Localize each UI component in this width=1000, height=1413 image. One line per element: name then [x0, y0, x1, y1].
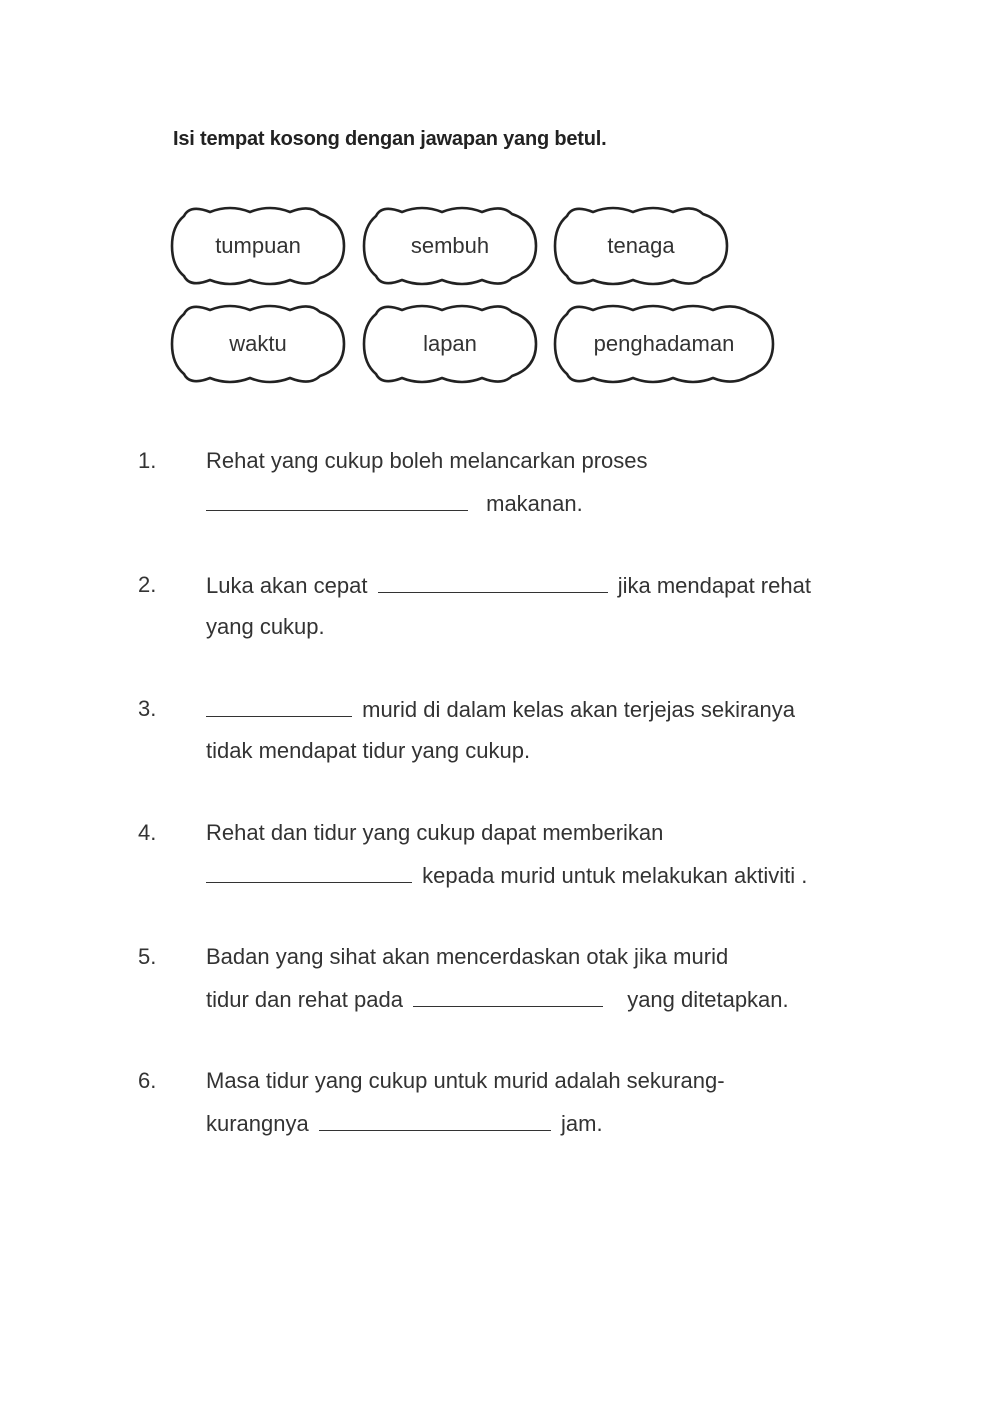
- word-cloud: [362, 302, 538, 386]
- question-text: jika mendapat rehat: [617, 573, 811, 598]
- question-text: makanan.: [486, 491, 583, 516]
- word-bank-item-waktu: waktu: [229, 331, 287, 356]
- word-bank-item-lapan: lapan: [423, 331, 477, 356]
- question-number: 1.: [138, 448, 157, 473]
- question-number: 2.: [138, 572, 157, 597]
- question-number: 5.: [138, 944, 157, 969]
- question-number: 3.: [138, 696, 157, 721]
- word-cloud: [553, 204, 729, 288]
- question-text: yang ditetapkan.: [627, 987, 789, 1012]
- question-text: jam.: [561, 1111, 603, 1136]
- answer-blank[interactable]: [206, 696, 352, 717]
- question-number: 6.: [138, 1068, 157, 1093]
- word-bank-item-sembuh: sembuh: [410, 233, 490, 258]
- answer-blank[interactable]: [413, 986, 603, 1007]
- word-bank-item-tenaga: tenaga: [607, 233, 675, 258]
- word-cloud: [170, 302, 346, 386]
- answer-blank[interactable]: [206, 490, 468, 511]
- answer-blank[interactable]: [319, 1110, 551, 1131]
- question-text: yang cukup.: [206, 614, 325, 639]
- question-text: kepada murid untuk melakukan aktiviti .: [422, 863, 808, 888]
- word-cloud: [553, 302, 775, 386]
- word-bank-item-penghadaman: penghadaman: [593, 331, 735, 356]
- question-number: 4.: [138, 820, 157, 845]
- question-text: kurangnya: [206, 1111, 309, 1136]
- question-text: tidur dan rehat pada: [206, 987, 403, 1012]
- question-text: Luka akan cepat: [206, 573, 368, 598]
- question-text: Masa tidur yang cukup untuk murid adalah sekurang-: [206, 1068, 725, 1093]
- word-bank: [0, 0, 1000, 420]
- question-text: murid di dalam kelas akan terjejas sekiranya: [362, 697, 795, 722]
- answer-blank[interactable]: [206, 862, 412, 883]
- word-cloud: [362, 204, 538, 288]
- answer-blank[interactable]: [378, 572, 608, 593]
- word-bank-item-tumpuan: tumpuan: [215, 233, 301, 258]
- word-cloud: [170, 204, 346, 288]
- instruction-text: Isi tempat kosong dengan jawapan yang betul.: [173, 128, 607, 150]
- question-text: Rehat yang cukup boleh melancarkan proses: [206, 448, 648, 473]
- question-text: Rehat dan tidur yang cukup dapat memberikan: [206, 820, 664, 845]
- question-text: Badan yang sihat akan mencerdaskan otak jika murid: [206, 944, 729, 969]
- question-text: tidak mendapat tidur yang cukup.: [206, 738, 531, 763]
